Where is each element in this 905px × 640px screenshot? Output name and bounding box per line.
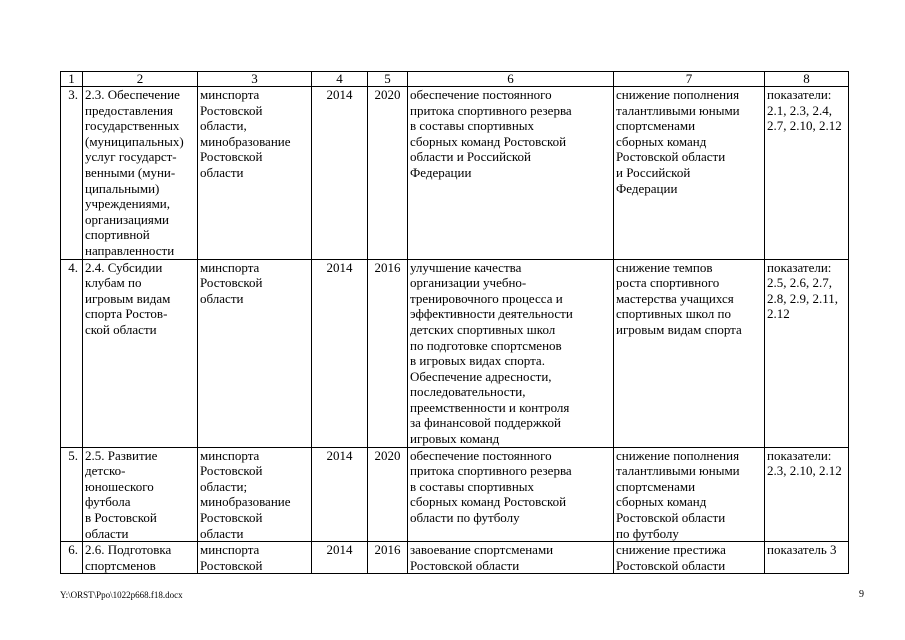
- end-year: 2020: [368, 447, 408, 542]
- start-year: 2014: [312, 447, 368, 542]
- end-year: 2016: [368, 259, 408, 447]
- measure-name: 2.6. Подготовка спортсменов: [83, 542, 198, 574]
- table-row: [61, 87, 849, 260]
- table-row: [61, 542, 849, 574]
- column-header: 8: [765, 72, 849, 87]
- non-implementation-consequences: снижение темпов роста спортивного мастерства учащихся спортивных школ по игровым видам спорта: [614, 259, 765, 447]
- expected-result: обеспечение постоянного притока спортивного резерва в составы спортивных сборных команд Ростовской области и Российской Федерации: [408, 87, 614, 260]
- indicators: показатели: 2.1, 2.3, 2.4, 2.7, 2.10, 2.12: [765, 87, 849, 260]
- expected-result: завоевание спортсменами Ростовской области: [408, 542, 614, 574]
- measure-name: 2.4. Субсидии клубам по игровым видам спорта Ростов- ской области: [83, 259, 198, 447]
- page-number: 9: [859, 589, 864, 600]
- table-row: [61, 447, 849, 542]
- indicators: показатели: 2.3, 2.10, 2.12: [765, 447, 849, 542]
- row-number: 4.: [61, 259, 83, 447]
- start-year: 2014: [312, 542, 368, 574]
- column-header: 3: [198, 72, 312, 87]
- indicators: показатели: 2.5, 2.6, 2.7, 2.8, 2.9, 2.11, 2.12: [765, 259, 849, 447]
- row-number: 5.: [61, 447, 83, 542]
- executor: минспорта Ростовской области, минобразование Ростовской области: [198, 87, 312, 260]
- non-implementation-consequences: снижение пополнения талантливыми юными спортсменами сборных команд Ростовской области по футболу: [614, 447, 765, 542]
- executor: минспорта Ростовской области: [198, 259, 312, 447]
- expected-result: обеспечение постоянного притока спортивного резерва в составы спортивных сборных команд Ростовской области по футболу: [408, 447, 614, 542]
- non-implementation-consequences: снижение пополнения талантливыми юными спортсменами сборных команд Ростовской области и Российской Федерации: [614, 87, 765, 260]
- table-row: [61, 259, 849, 447]
- column-header: 6: [408, 72, 614, 87]
- measure-name: 2.5. Развитие детско- юношеского футбола в Ростовской области: [83, 447, 198, 542]
- column-header: 7: [614, 72, 765, 87]
- expected-result: улучшение качества организации учебно- тренировочного процесса и эффективности деятельности детских спортивных школ по подготовке спортсменов в игровых видах спорта. Обеспечение адресности, последовательности, преемственности и контроля за финансовой поддержкой игровых команд: [408, 259, 614, 447]
- executor: минспорта Ростовской области; минобразование Ростовской области: [198, 447, 312, 542]
- non-implementation-consequences: снижение престижа Ростовской области: [614, 542, 765, 574]
- footer-file-path: Y:\ORST\Ppo\1022p668.f18.docx: [60, 590, 183, 600]
- indicators: показатель 3: [765, 542, 849, 574]
- row-number: 3.: [61, 87, 83, 260]
- column-header: 4: [312, 72, 368, 87]
- end-year: 2016: [368, 542, 408, 574]
- column-header: 5: [368, 72, 408, 87]
- start-year: 2014: [312, 87, 368, 260]
- row-number: 6.: [61, 542, 83, 574]
- measure-name: 2.3. Обеспечение предоставления государственных (муниципальных) услуг государст- венными (муни- ципальными) учреждениями, организациями спортивной направленности: [83, 87, 198, 260]
- column-header: 2: [83, 72, 198, 87]
- measures-table: [60, 71, 849, 574]
- end-year: 2020: [368, 87, 408, 260]
- column-header: 1: [61, 72, 83, 87]
- header-row: [61, 72, 849, 87]
- executor: минспорта Ростовской: [198, 542, 312, 574]
- start-year: 2014: [312, 259, 368, 447]
